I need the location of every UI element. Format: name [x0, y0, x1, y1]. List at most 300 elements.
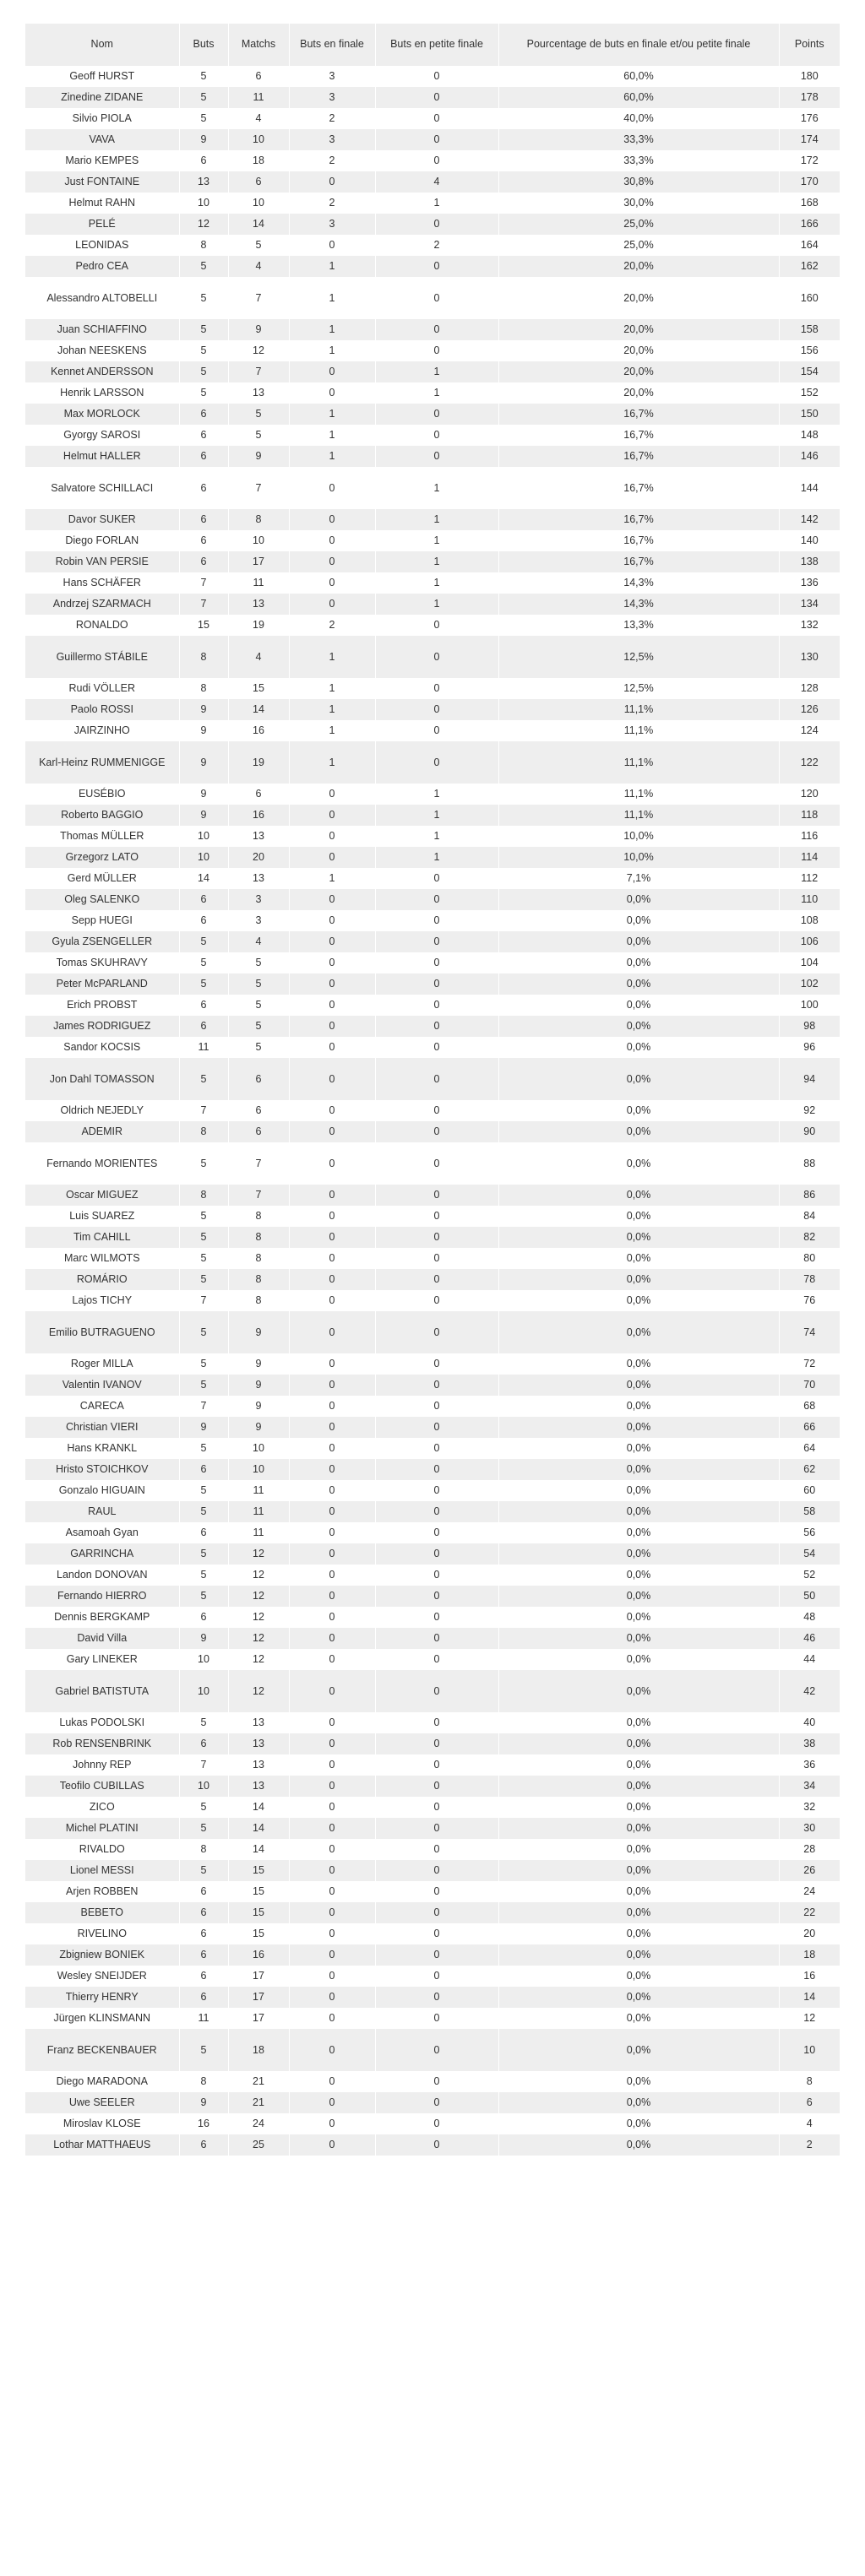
cell-matchs: 5 [228, 973, 289, 995]
cell-buts: 6 [179, 1733, 228, 1754]
cell-buts: 9 [179, 699, 228, 720]
cell-buts_petite_finale: 0 [375, 1438, 498, 1459]
cell-pourcentage: 0,0% [498, 1375, 779, 1396]
cell-pourcentage: 0,0% [498, 2029, 779, 2071]
cell-matchs: 7 [228, 1142, 289, 1185]
table-row[interactable] [25, 1776, 840, 1797]
table-row[interactable] [25, 636, 840, 678]
table-row[interactable] [25, 446, 840, 467]
table-row[interactable] [25, 87, 840, 108]
table-row[interactable] [25, 1987, 840, 2008]
cell-buts: 6 [179, 530, 228, 551]
table-row[interactable] [25, 1142, 840, 1185]
cell-nom: Geoff HURST [25, 66, 179, 87]
cell-buts_finale: 0 [289, 1902, 375, 1923]
cell-nom: BEBETO [25, 1902, 179, 1923]
table-row[interactable] [25, 784, 840, 805]
cell-buts: 9 [179, 1628, 228, 1649]
table-row[interactable] [25, 910, 840, 931]
table-row[interactable] [25, 1860, 840, 1881]
table-row[interactable] [25, 1670, 840, 1712]
cell-buts_finale: 0 [289, 847, 375, 868]
column-header-points[interactable]: Points [779, 24, 840, 66]
cell-buts: 6 [179, 1944, 228, 1966]
cell-buts: 6 [179, 467, 228, 509]
table-row[interactable] [25, 1353, 840, 1375]
cell-pourcentage: 25,0% [498, 235, 779, 256]
cell-points: 66 [779, 1417, 840, 1438]
cell-matchs: 11 [228, 1480, 289, 1501]
cell-buts: 5 [179, 1480, 228, 1501]
table-row[interactable] [25, 150, 840, 171]
table-row[interactable] [25, 467, 840, 509]
cell-buts_petite_finale: 0 [375, 1670, 498, 1712]
cell-buts_petite_finale: 0 [375, 1987, 498, 2008]
table-row[interactable] [25, 1100, 840, 1121]
cell-points: 70 [779, 1375, 840, 1396]
table-row[interactable] [25, 1881, 840, 1902]
cell-buts: 10 [179, 847, 228, 868]
table-row[interactable] [25, 193, 840, 214]
cell-buts_finale: 0 [289, 1543, 375, 1565]
cell-buts_petite_finale: 0 [375, 973, 498, 995]
cell-pourcentage: 16,7% [498, 551, 779, 572]
table-row[interactable] [25, 678, 840, 699]
cell-matchs: 12 [228, 1607, 289, 1628]
table-row[interactable] [25, 1543, 840, 1565]
cell-points: 84 [779, 1206, 840, 1227]
table-row[interactable] [25, 256, 840, 277]
cell-buts: 5 [179, 1311, 228, 1353]
cell-buts_finale: 0 [289, 509, 375, 530]
cell-buts_finale: 0 [289, 171, 375, 193]
cell-nom: CARECA [25, 1396, 179, 1417]
cell-pourcentage: 20,0% [498, 340, 779, 361]
table-row[interactable] [25, 277, 840, 319]
cell-buts_petite_finale: 0 [375, 2092, 498, 2113]
table-row[interactable] [25, 1480, 840, 1501]
cell-points: 176 [779, 108, 840, 129]
cell-points: 116 [779, 826, 840, 847]
cell-points: 120 [779, 784, 840, 805]
table-row[interactable] [25, 1185, 840, 1206]
cell-nom: Diego FORLAN [25, 530, 179, 551]
cell-points: 122 [779, 741, 840, 784]
cell-buts_petite_finale: 1 [375, 594, 498, 615]
table-row[interactable] [25, 214, 840, 235]
cell-points: 118 [779, 805, 840, 826]
cell-buts: 6 [179, 1522, 228, 1543]
cell-nom: Helmut RAHN [25, 193, 179, 214]
cell-buts_petite_finale: 0 [375, 1923, 498, 1944]
cell-buts: 6 [179, 509, 228, 530]
cell-buts_finale: 0 [289, 1417, 375, 1438]
table-row[interactable] [25, 1818, 840, 1839]
table-row[interactable] [25, 615, 840, 636]
cell-pourcentage: 13,3% [498, 615, 779, 636]
column-header-buts-en-finale[interactable]: Buts en finale [289, 24, 375, 66]
table-row[interactable] [25, 2134, 840, 2156]
cell-pourcentage: 0,0% [498, 995, 779, 1016]
cell-buts: 5 [179, 1142, 228, 1185]
cell-points: 62 [779, 1459, 840, 1480]
table-row[interactable] [25, 1733, 840, 1754]
cell-matchs: 12 [228, 1649, 289, 1670]
cell-nom: Robin VAN PERSIE [25, 551, 179, 572]
table-row[interactable] [25, 826, 840, 847]
table-row[interactable] [25, 1522, 840, 1543]
cell-buts: 9 [179, 129, 228, 150]
cell-buts_petite_finale: 0 [375, 1966, 498, 1987]
cell-matchs: 8 [228, 1206, 289, 1227]
table-row[interactable] [25, 1797, 840, 1818]
column-header-buts[interactable]: Buts [179, 24, 228, 66]
column-header-nom[interactable]: Nom [25, 24, 179, 66]
cell-buts: 5 [179, 1501, 228, 1522]
table-row[interactable] [25, 805, 840, 826]
table-row[interactable] [25, 1754, 840, 1776]
table-row[interactable] [25, 1565, 840, 1586]
table-row[interactable] [25, 319, 840, 340]
cell-points: 82 [779, 1227, 840, 1248]
cell-buts_finale: 2 [289, 193, 375, 214]
table-row[interactable] [25, 1058, 840, 1100]
cell-buts_petite_finale: 0 [375, 1902, 498, 1923]
cell-nom: RIVELINO [25, 1923, 179, 1944]
cell-buts: 9 [179, 1417, 228, 1438]
cell-buts: 9 [179, 805, 228, 826]
cell-buts: 5 [179, 1248, 228, 1269]
cell-points: 38 [779, 1733, 840, 1754]
cell-points: 28 [779, 1839, 840, 1860]
table-row[interactable] [25, 382, 840, 404]
table-row[interactable] [25, 425, 840, 446]
table-row[interactable] [25, 1501, 840, 1522]
cell-pourcentage: 16,7% [498, 404, 779, 425]
table-row[interactable] [25, 1311, 840, 1353]
cell-nom: Diego MARADONA [25, 2071, 179, 2092]
cell-buts: 5 [179, 1712, 228, 1733]
cell-pourcentage: 0,0% [498, 973, 779, 995]
table-row[interactable] [25, 1586, 840, 1607]
cell-buts_petite_finale: 0 [375, 1733, 498, 1754]
table-row[interactable] [25, 235, 840, 256]
cell-points: 112 [779, 868, 840, 889]
cell-buts_petite_finale: 0 [375, 66, 498, 87]
table-row[interactable] [25, 1016, 840, 1037]
cell-nom: ZICO [25, 1797, 179, 1818]
cell-buts_finale: 1 [289, 319, 375, 340]
cell-pourcentage: 20,0% [498, 382, 779, 404]
table-row[interactable] [25, 1628, 840, 1649]
cell-buts_petite_finale: 0 [375, 868, 498, 889]
cell-nom: Pedro CEA [25, 256, 179, 277]
cell-points: 164 [779, 235, 840, 256]
table-row[interactable] [25, 1417, 840, 1438]
cell-matchs: 13 [228, 1776, 289, 1797]
cell-matchs: 12 [228, 1586, 289, 1607]
cell-buts_finale: 0 [289, 1860, 375, 1881]
table-row[interactable] [25, 1839, 840, 1860]
table-row[interactable] [25, 889, 840, 910]
table-row[interactable] [25, 1396, 840, 1417]
cell-points: 104 [779, 952, 840, 973]
cell-buts: 8 [179, 1121, 228, 1142]
cell-nom: Salvatore SCHILLACI [25, 467, 179, 509]
table-row[interactable] [25, 1944, 840, 1966]
cell-nom: Gyula ZSENGELLER [25, 931, 179, 952]
table-row[interactable] [25, 1712, 840, 1733]
cell-points: 126 [779, 699, 840, 720]
table-row[interactable] [25, 2029, 840, 2071]
cell-points: 144 [779, 467, 840, 509]
cell-buts_finale: 0 [289, 1142, 375, 1185]
cell-pourcentage: 0,0% [498, 1058, 779, 1100]
cell-matchs: 3 [228, 910, 289, 931]
table-row[interactable] [25, 973, 840, 995]
cell-points: 132 [779, 615, 840, 636]
cell-buts_petite_finale: 1 [375, 847, 498, 868]
cell-pourcentage: 33,3% [498, 150, 779, 171]
cell-buts_petite_finale: 0 [375, 1712, 498, 1733]
cell-pourcentage: 20,0% [498, 361, 779, 382]
cell-points: 36 [779, 1754, 840, 1776]
cell-points: 42 [779, 1670, 840, 1712]
cell-nom: Thomas MÜLLER [25, 826, 179, 847]
cell-points: 150 [779, 404, 840, 425]
cell-buts_finale: 1 [289, 699, 375, 720]
cell-nom: Silvio PIOLA [25, 108, 179, 129]
table-row[interactable] [25, 1649, 840, 1670]
cell-nom: Thierry HENRY [25, 1987, 179, 2008]
cell-points: 166 [779, 214, 840, 235]
cell-buts_finale: 0 [289, 1712, 375, 1733]
cell-points: 134 [779, 594, 840, 615]
cell-pourcentage: 0,0% [498, 1206, 779, 1227]
table-row[interactable] [25, 509, 840, 530]
cell-pourcentage: 0,0% [498, 1290, 779, 1311]
table-row[interactable] [25, 1121, 840, 1142]
cell-buts_finale: 0 [289, 2008, 375, 2029]
cell-buts_finale: 1 [289, 720, 375, 741]
table-row[interactable] [25, 1037, 840, 1058]
cell-points: 46 [779, 1628, 840, 1649]
cell-buts_finale: 3 [289, 214, 375, 235]
cell-points: 10 [779, 2029, 840, 2071]
table-row[interactable] [25, 171, 840, 193]
cell-pourcentage: 0,0% [498, 1987, 779, 2008]
table-row[interactable] [25, 1290, 840, 1311]
column-header-buts-en-petite-finale[interactable]: Buts en petite finale [375, 24, 498, 66]
cell-matchs: 19 [228, 615, 289, 636]
cell-matchs: 20 [228, 847, 289, 868]
cell-pourcentage: 0,0% [498, 1797, 779, 1818]
cell-pourcentage: 0,0% [498, 1438, 779, 1459]
column-header-matchs[interactable]: Matchs [228, 24, 289, 66]
cell-buts_finale: 0 [289, 826, 375, 847]
table-row[interactable] [25, 340, 840, 361]
cell-nom: Gyorgy SAROSI [25, 425, 179, 446]
table-row[interactable] [25, 1923, 840, 1944]
cell-buts_petite_finale: 0 [375, 636, 498, 678]
cell-buts: 5 [179, 1269, 228, 1290]
table-row[interactable] [25, 2071, 840, 2092]
cell-buts_petite_finale: 0 [375, 1142, 498, 1185]
cell-buts: 8 [179, 235, 228, 256]
table-row[interactable] [25, 952, 840, 973]
cell-matchs: 4 [228, 108, 289, 129]
cell-matchs: 6 [228, 1121, 289, 1142]
table-row[interactable] [25, 1966, 840, 1987]
cell-points: 154 [779, 361, 840, 382]
cell-pourcentage: 0,0% [498, 1185, 779, 1206]
cell-nom: Gerd MÜLLER [25, 868, 179, 889]
table-row[interactable] [25, 868, 840, 889]
cell-buts_petite_finale: 2 [375, 235, 498, 256]
cell-buts_finale: 2 [289, 150, 375, 171]
table-row[interactable] [25, 1375, 840, 1396]
cell-buts_petite_finale: 0 [375, 1776, 498, 1797]
cell-points: 20 [779, 1923, 840, 1944]
cell-matchs: 11 [228, 1522, 289, 1543]
table-row[interactable] [25, 1227, 840, 1248]
cell-buts_finale: 0 [289, 1966, 375, 1987]
cell-matchs: 24 [228, 2113, 289, 2134]
cell-buts_finale: 0 [289, 1290, 375, 1311]
cell-buts_petite_finale: 0 [375, 1754, 498, 1776]
cell-buts: 5 [179, 1586, 228, 1607]
cell-matchs: 4 [228, 931, 289, 952]
cell-buts: 6 [179, 2134, 228, 2156]
cell-pourcentage: 0,0% [498, 1586, 779, 1607]
cell-pourcentage: 10,0% [498, 826, 779, 847]
cell-buts_petite_finale: 1 [375, 509, 498, 530]
table-row[interactable] [25, 1459, 840, 1480]
cell-pourcentage: 12,5% [498, 636, 779, 678]
cell-nom: Henrik LARSSON [25, 382, 179, 404]
cell-buts_petite_finale: 0 [375, 1839, 498, 1860]
table-row[interactable] [25, 572, 840, 594]
table-row[interactable] [25, 108, 840, 129]
cell-points: 92 [779, 1100, 840, 1121]
cell-buts_petite_finale: 0 [375, 1565, 498, 1586]
cell-matchs: 10 [228, 193, 289, 214]
table-row[interactable] [25, 594, 840, 615]
cell-buts: 6 [179, 1459, 228, 1480]
cell-matchs: 10 [228, 129, 289, 150]
cell-pourcentage: 33,3% [498, 129, 779, 150]
cell-nom: Max MORLOCK [25, 404, 179, 425]
table-row[interactable] [25, 1269, 840, 1290]
cell-matchs: 5 [228, 952, 289, 973]
cell-pourcentage: 60,0% [498, 87, 779, 108]
cell-buts_finale: 0 [289, 1501, 375, 1522]
table-row[interactable] [25, 741, 840, 784]
cell-pourcentage: 11,1% [498, 784, 779, 805]
table-row[interactable] [25, 1248, 840, 1269]
cell-points: 156 [779, 340, 840, 361]
table-row[interactable] [25, 1902, 840, 1923]
cell-points: 108 [779, 910, 840, 931]
table-row[interactable] [25, 2008, 840, 2029]
cell-buts: 6 [179, 150, 228, 171]
cell-matchs: 17 [228, 1966, 289, 1987]
table-row[interactable] [25, 2113, 840, 2134]
cell-nom: Hans KRANKL [25, 1438, 179, 1459]
table-row[interactable] [25, 699, 840, 720]
cell-matchs: 13 [228, 868, 289, 889]
cell-matchs: 15 [228, 1902, 289, 1923]
table-row[interactable] [25, 1206, 840, 1227]
table-row[interactable] [25, 66, 840, 87]
cell-buts: 6 [179, 1966, 228, 1987]
cell-nom: Arjen ROBBEN [25, 1881, 179, 1902]
cell-nom: David Villa [25, 1628, 179, 1649]
cell-buts_petite_finale: 0 [375, 1459, 498, 1480]
cell-nom: EUSÉBIO [25, 784, 179, 805]
column-header-pourcentage[interactable]: Pourcentage de buts en finale et/ou petite finale [498, 24, 779, 66]
cell-nom: Valentin IVANOV [25, 1375, 179, 1396]
cell-points: 86 [779, 1185, 840, 1206]
cell-points: 160 [779, 277, 840, 319]
cell-nom: Gonzalo HIGUAIN [25, 1480, 179, 1501]
table-row[interactable] [25, 995, 840, 1016]
cell-pourcentage: 0,0% [498, 1712, 779, 1733]
table-row[interactable] [25, 931, 840, 952]
cell-pourcentage: 12,5% [498, 678, 779, 699]
table-row[interactable] [25, 404, 840, 425]
cell-pourcentage: 0,0% [498, 1396, 779, 1417]
cell-buts_petite_finale: 0 [375, 1206, 498, 1227]
cell-points: 30 [779, 1818, 840, 1839]
cell-matchs: 8 [228, 1290, 289, 1311]
table-row[interactable] [25, 551, 840, 572]
cell-matchs: 10 [228, 530, 289, 551]
table-row[interactable] [25, 1438, 840, 1459]
cell-pourcentage: 0,0% [498, 1227, 779, 1248]
table-row[interactable] [25, 129, 840, 150]
table-row[interactable] [25, 2092, 840, 2113]
cell-buts: 6 [179, 1987, 228, 2008]
cell-buts_finale: 3 [289, 66, 375, 87]
cell-pourcentage: 0,0% [498, 1860, 779, 1881]
cell-buts: 12 [179, 214, 228, 235]
cell-points: 32 [779, 1797, 840, 1818]
cell-buts_finale: 0 [289, 1565, 375, 1586]
cell-buts: 7 [179, 1396, 228, 1417]
table-row[interactable] [25, 720, 840, 741]
table-row[interactable] [25, 530, 840, 551]
cell-buts_finale: 1 [289, 636, 375, 678]
cell-matchs: 13 [228, 382, 289, 404]
cell-buts_finale: 0 [289, 1733, 375, 1754]
cell-buts_finale: 1 [289, 340, 375, 361]
cell-nom: ADEMIR [25, 1121, 179, 1142]
table-row[interactable] [25, 1607, 840, 1628]
cell-pourcentage: 0,0% [498, 1311, 779, 1353]
ranking-table [25, 24, 840, 2156]
cell-matchs: 13 [228, 1754, 289, 1776]
cell-buts_petite_finale: 0 [375, 1586, 498, 1607]
table-row[interactable] [25, 847, 840, 868]
cell-matchs: 10 [228, 1438, 289, 1459]
cell-buts: 5 [179, 1797, 228, 1818]
table-row[interactable] [25, 361, 840, 382]
cell-nom: Tim CAHILL [25, 1227, 179, 1248]
cell-buts_petite_finale: 1 [375, 826, 498, 847]
cell-buts: 8 [179, 1185, 228, 1206]
cell-points: 56 [779, 1522, 840, 1543]
